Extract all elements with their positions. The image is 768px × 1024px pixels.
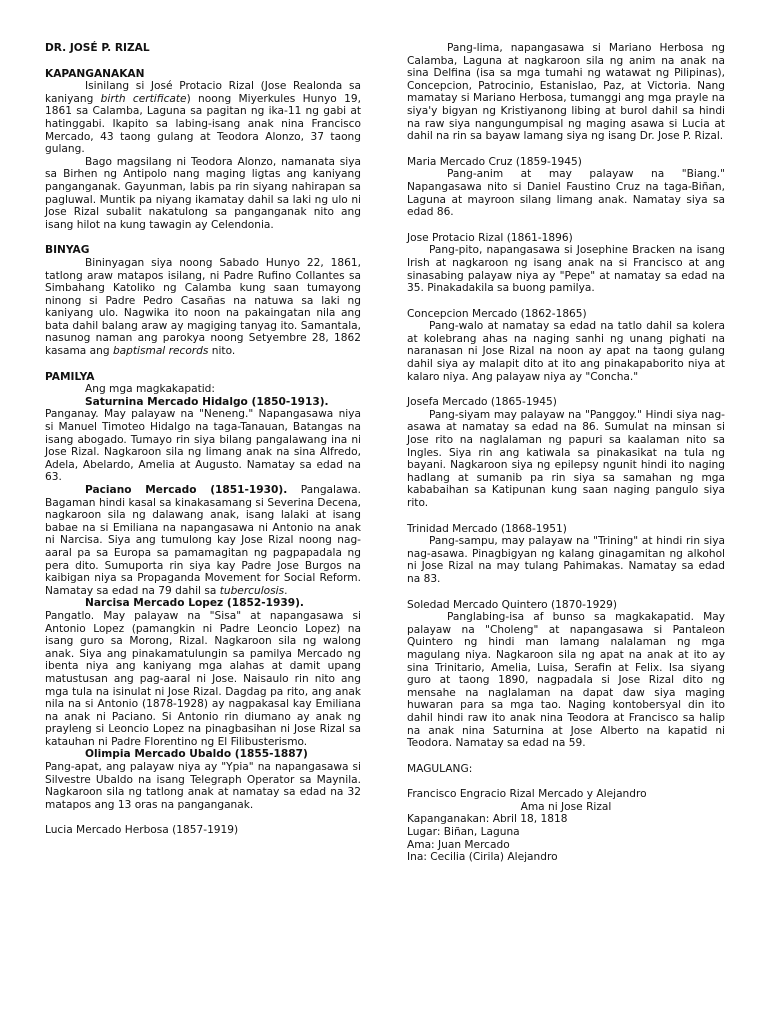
- sibling-text-maria: Pang-anim at may palayaw na "Biang." Napangasawa nito si Daniel Faustino Cruz na taga-Biñan, Laguna at mayroon silang limang anak. Namatay siya sa edad 86.: [407, 168, 725, 219]
- binyag-paragraph: Bininyagan siya noong Sabado Hunyo 22, 1861, tatlong araw matapos isilang, ni Padre Rufino Collantes sa Simbahang Katoliko ng Calamba kung saan tumayong ninong si Padre Pedro Casañas na natuwa sa laki ng kaniyang ulo. Nagwika ito noon na pakaingatan nila ang bata dahil balang araw ay magiging tanyag ito. Samantala, nasunog naman ang parokya noong Setyembre 28, 1862 kasama ang baptismal records nito.: [45, 256, 361, 358]
- sibling-text-josefa: Pang-siyam may palayaw na "Panggoy." Hindi siya nag-asawa at namatay sa edad na 86. Sumulat na minsan si Jose rito na naglalaman ng papuri sa kaalaman nito sa Ingles. Siya rin ang katiwala sa pinakasikat na tula ng bayani. Nagkaroon siya ng epilepsy ngunit hindi ito naging hadlang at sumanib pa rin siya sa samahan ng mga kababaihan sa Katipunan kung saan naging pangulo siya rito.: [407, 408, 725, 509]
- sibling-name-narcisa: Narcisa Mercado Lopez (1852-1939).: [85, 597, 304, 610]
- sibling-entry-olimpia: Olimpia Mercado Ubaldo (1855-1887) Pang-apat, ang palayaw niya ay "Ypia" na napangasawa si Silvestre Ubaldo na isang Telegraph Operator sa Maynila. Nagkaroon sila ng tatlong anak at namatay sa edad na 32 matapos ang 13 oras na panganganak.: [45, 748, 361, 811]
- father-name: Francisco Engracio Rizal Mercado y Alejandro: [407, 788, 647, 801]
- father-father: Ama: Juan Mercado: [407, 838, 510, 851]
- sibling-name-soledad: Soledad Mercado Quintero (1870-1929): [407, 598, 618, 611]
- sibling-name-trinidad: Trinidad Mercado (1868-1951): [407, 522, 567, 535]
- document-title: DR. JOSÉ P. RIZAL: [45, 42, 150, 54]
- father-birth-date: Kapanganakan: Abril 18, 1818: [407, 813, 568, 826]
- left-column: [45, 42, 361, 837]
- kapanganakan-paragraph-2: Bago magsilang ni Teodora Alonzo, namanata siya sa Birhen ng Antipolo nang maging ligtas ang kaniyang panganganak. Gayunman, labis pa rin siyang nahirapan sa pagluwal. Muntik pa niyang ikamatay dahil sa laki ng ulo ni Jose Rizal subalit nakatulong sa panganganak nito ang isang hilot na kung tawagin ay Celendonia.: [45, 155, 361, 231]
- sibling-name-olimpia: Olimpia Mercado Ubaldo (1855-1887): [85, 748, 308, 761]
- sibling-entry-paciano: Paciano Mercado (1851-1930). Pangalawa. Bagaman hindi kasal sa kinakasamang si Severina Decena, nagkaroon sila ng dalawang anak, isang lalaki at isang babae na si Emiliana na napangasawa ni Antonio na anak ni Narcisa. Siya ang tumulong kay Jose Rizal noong nag-aaral pa sa Europa sa pamamagitan ng pagpapadala ng pera dito. Sumuporta rin siya kay Padre Jose Burgos na kaibigan niya sa Propaganda Movement for Social Reform. Namatay sa edad na 79 dahil sa tuberculosis.: [45, 484, 361, 597]
- emphasis-baptismal-records: baptismal records: [112, 345, 209, 358]
- father-birth-place: Lugar: Biñan, Laguna: [407, 826, 520, 839]
- sibling-name-saturnina: Saturnina Mercado Hidalgo (1850-1913).: [85, 395, 329, 408]
- sibling-name-maria: Maria Mercado Cruz (1859-1945): [407, 155, 582, 168]
- sibling-text-trinidad: Pang-sampu, may palayaw na "Trining" at hindi rin siya nag-asawa. Pinagbigyan ng kalang ginagamitan ng alkohol ni Jose Rizal na may tulang Pahimakas. Namatay sa edad na 83.: [407, 535, 725, 585]
- father-role: Ama ni Jose Rizal: [520, 800, 612, 813]
- sibling-text-soledad: Panglabing-isa af bunso sa magkakapatid. May palayaw na "Choleng" at napangasawa si Pantaleon Quintero ng hindi man lamang nalalaman ng mga magulang niya. Nagkaroon sila ng apat na anak at ito ay sina Trinitario, Amelia, Luisa, Serafin at Felix. Isa siyang guro at taong 1890, nagpadala si Jose Rizal dito ng mensahe na naglalaman na dapat daw siya maging huwaran para sa mga tao. Naging kontobersyal din ito dahil hindi raw ito anak nina Teodora at Francisco sa halip na anak nina Saturnina at Jose Alberto na kapatid ni Teodora. Namatay sa edad na 59.: [407, 611, 725, 750]
- sibling-name-paciano: Paciano Mercado (1851-1930).: [85, 484, 288, 496]
- siblings-intro: Ang mga magkakapatid:: [85, 383, 215, 396]
- section-heading-pamilya: PAMILYA: [45, 370, 95, 383]
- sibling-name-concepcion: Concepcion Mercado (1862-1865): [407, 307, 587, 320]
- section-heading-kapanganakan: KAPANGANAKAN: [45, 67, 145, 80]
- sibling-entry-saturnina: Saturnina Mercado Hidalgo (1850-1913). Panganay. May palayaw na "Neneng." Napangasawa niya si Manuel Timoteo Hidalgo na taga-Tanauan, Batangas na isang abogado. Tumayo rin siya bilang pangalawang ina ni Jose Rizal. Nagkaroon sila ng limang anak na sina Alfredo, Adela, Abelardo, Amelia at Augusto. Namatay sa edad na 63.: [45, 395, 361, 484]
- father-mother: Ina: Cecilia (Cirila) Alejandro: [407, 851, 558, 864]
- section-heading-binyag: BINYAG: [45, 244, 90, 257]
- sibling-name-jose: Jose Protacio Rizal (1861-1896): [407, 231, 573, 244]
- sibling-name-josefa: Josefa Mercado (1865-1945): [407, 396, 557, 409]
- sibling-text-concepcion: Pang-walo at namatay sa edad na tatlo dahil sa kolera at kolebrang ahas na naging sanhi ng unang pighati na naranasan ni Jose Rizal na noon ay apat na taong gulang dahil siya ay malapit dito at ito ang pinakapaborito niya at kalaro niya. Ang palayaw niya ay "Concha.": [407, 320, 725, 383]
- sibling-name-lucia: Lucia Mercado Herbosa (1857-1919): [45, 824, 239, 837]
- sibling-text-jose: Pang-pito, napangasawa si Josephine Bracken na isang Irish at nagkaroon ng isang anak na si Francisco at ang sinasabing palayaw niya ay "Pepe" at namatay sa edad na 35. Pinakadakila sa buong pamilya.: [407, 244, 725, 295]
- sibling-entry-narcisa: Narcisa Mercado Lopez (1852-1939). Pangatlo. May palayaw na "Sisa" at napangasawa si Antonio Lopez (pamangkin ni Padre Leoncio Lopez) na isang guro sa Morong, Rizal. Nagkaroon sila ng walong anak. Siya ang pinakamatulungin sa pamilya Mercado ng ibenta niya ang kaniyang mga alahas at damit upang matustusan ang pag-aaral ni Jose. Naisaulo rin nito ang mga tula na isinulat ni Jose Rizal. Dagdag pa rito, ang anak nila na si Antonio (1878-1928) ay nagpakasal kay Emiliana na anak ni Paciano. Si Antonio rin diumano ay anak ng prayleng si Leoncio Lopez na pinagbasihan ni Jose Rizal sa katauhan ni Padre Florentino ng El Filibusterismo.: [45, 597, 361, 748]
- section-heading-magulang: MAGULANG:: [407, 762, 473, 775]
- emphasis-birth-certificate: birth certificate: [100, 92, 187, 105]
- sibling-text-lucia: Pang-lima, napangasawa si Mariano Herbosa ng Calamba, Laguna at nagkaroon sila ng anim na anak na sina Delfina (isa sa mga tumahi ng watawat ng Pilipinas), Concepcion, Patrocinio, Estanislao, Paz, at Victoria. Nang mamatay si Mariano Herbosa, tumanggi ang mga prayle na siya'y bigyan ng Kristiyanong libing at burol dahil sa hindi na raw siya nangungumpisal ng maging asawa si Lucia at dahil na rin sa bayaw lamang siya ng isang Dr. Jose P. Rizal.: [407, 42, 725, 143]
- kapanganakan-paragraph-1: Isinilang si José Protacio Rizal (Jose Realonda sa kaniyang birth certificate) noong Miyerkules Hunyo 19, 1861 sa Calamba, Laguna sa pagitan ng ika-11 ng gabi at hatinggabi. Ikapito sa labing-isang anak nina Francisco Mercado, 43 taong gulang at Teodora Alonzo, 37 taong gulang.: [45, 80, 361, 156]
- right-column: [407, 42, 725, 864]
